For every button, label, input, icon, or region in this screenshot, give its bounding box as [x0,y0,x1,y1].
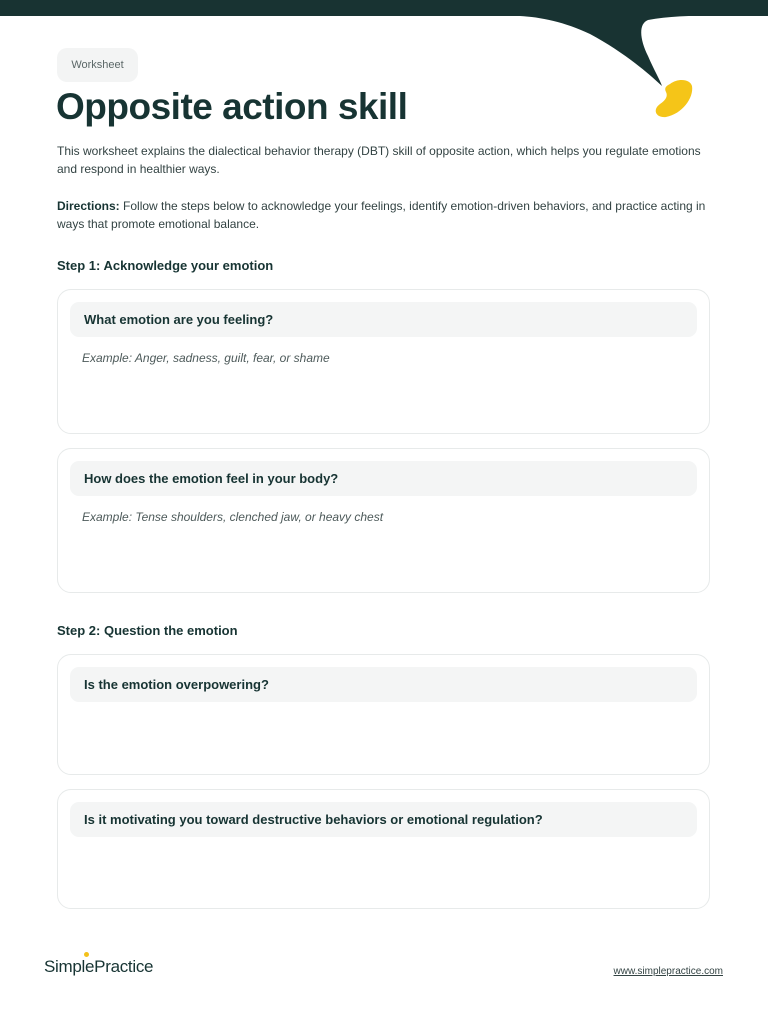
decorative-corner-shape [520,0,768,130]
simplepractice-logo [44,957,153,977]
page-title: Opposite action skill [56,86,408,127]
motivation-question: Is it motivating you toward destructive behaviors or emotional regulation? [70,802,697,837]
worksheet-badge: Worksheet [57,48,138,82]
directions-text [57,197,717,233]
step1-heading: Step 1: Acknowledge your emotion [57,258,274,273]
emotion-card[interactable] [57,289,710,434]
directions-body: Follow the steps below to acknowledge your feelings, identify emotion-driven behaviors, and practice acting in ways that promote emotional balance. [57,199,706,231]
body-feeling-question: How does the emotion feel in your body? [70,461,697,496]
yellow-petal-icon [656,80,692,117]
emotion-example: Example: Anger, sadness, guilt, fear, or shame [82,351,330,365]
logo-text: SimplePractice [44,957,154,976]
overpowering-question: Is the emotion overpowering? [70,667,697,702]
emotion-question: What emotion are you feeling? [70,302,697,337]
logo-accent-dot [84,952,89,957]
intro-text: This worksheet explains the dialectical behavior therapy (DBT) skill of opposite action, which helps you regulate emotions and respond in healthier ways. [57,144,701,176]
overpowering-card[interactable] [57,654,710,775]
directions-label: Directions: [57,199,120,213]
body-feeling-example: Example: Tense shoulders, clenched jaw, or heavy chest [82,510,384,524]
body-feeling-card[interactable] [57,448,710,593]
step2-heading: Step 2: Question the emotion [57,623,238,638]
motivation-card[interactable] [57,789,710,909]
website-link[interactable]: www.simplepractice.com [613,966,723,977]
